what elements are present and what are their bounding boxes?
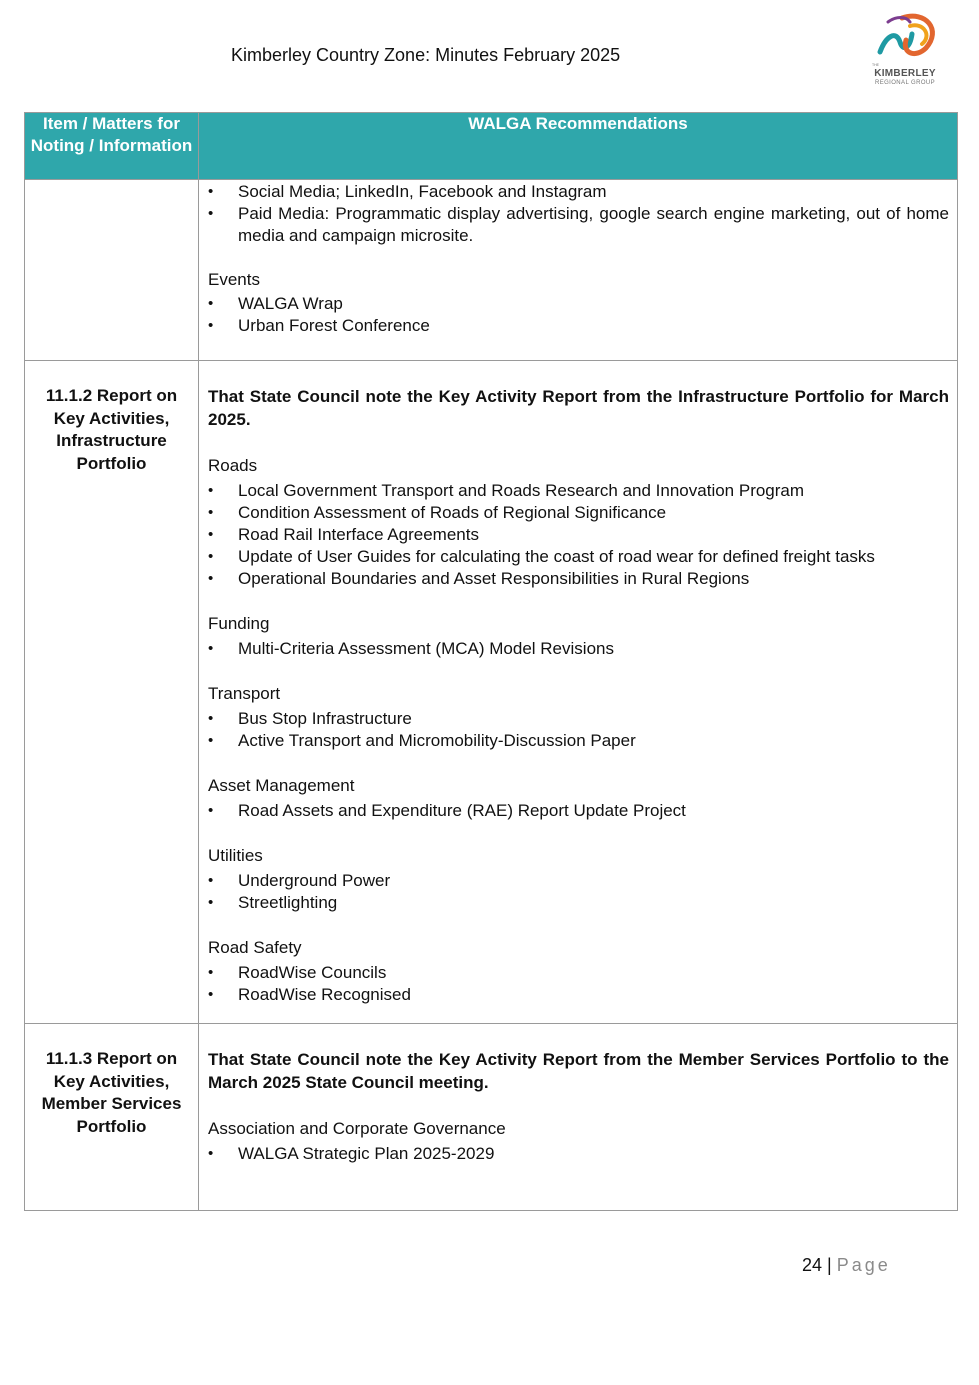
section-heading: Utilities bbox=[208, 846, 263, 865]
recommendations-table bbox=[24, 112, 958, 1211]
table-row bbox=[25, 1024, 958, 1211]
page-number-footer bbox=[802, 1255, 891, 1276]
document-header-title: Kimberley Country Zone: Minutes February 2025 bbox=[231, 45, 621, 65]
list-item: • Multi-Criteria Assessment (MCA) Model Revisions bbox=[208, 638, 949, 660]
list-item: • RoadWise Recognised bbox=[208, 984, 949, 1006]
recommendation-cell bbox=[199, 361, 958, 1024]
list-item: • Paid Media: Programmatic display advertising, google search engine marketing, out of home media and campaign microsite. bbox=[208, 203, 949, 247]
list-item: • Underground Power bbox=[208, 870, 949, 892]
recommendation-text: That State Council note the Key Activity Report from the Member Services Portfolio to the March 2025 State Council meeting. bbox=[208, 1050, 949, 1092]
item-cell-empty bbox=[25, 180, 199, 361]
recommendation-cell bbox=[199, 180, 958, 361]
list-item: • Social Media; LinkedIn, Facebook and Instagram bbox=[208, 181, 949, 203]
item-title: 11.1.2 Report on Key Activities, Infrastructure Portfolio bbox=[45, 386, 178, 473]
list-item: • Streetlighting bbox=[208, 892, 949, 914]
list-item: • WALGA Strategic Plan 2025-2029 bbox=[208, 1143, 949, 1165]
list-item: • Update of User Guides for calculating the coast of road wear for defined freight tasks bbox=[208, 546, 949, 568]
col-header-recommendations: WALGA Recommendations bbox=[199, 113, 958, 180]
list-item: • Operational Boundaries and Asset Responsibilities in Rural Regions bbox=[208, 568, 949, 590]
list-item: • Condition Assessment of Roads of Regional Significance bbox=[208, 502, 949, 524]
page-word: Page bbox=[836, 1255, 891, 1275]
section-heading: Asset Management bbox=[208, 776, 355, 795]
item-cell bbox=[25, 1024, 199, 1211]
logo-swirl-icon bbox=[866, 8, 944, 68]
list-item: • RoadWise Councils bbox=[208, 962, 949, 984]
list-item: • WALGA Wrap bbox=[208, 293, 949, 315]
list-item: • Local Government Transport and Roads Research and Innovation Program bbox=[208, 480, 949, 502]
table-row bbox=[25, 180, 958, 361]
logo-the-text: THE bbox=[872, 63, 879, 67]
page-number: 24 bbox=[802, 1255, 823, 1275]
logo-text-main: KIMBERLEY bbox=[874, 68, 936, 79]
section-heading: Transport bbox=[208, 684, 281, 703]
section-heading: Events bbox=[208, 270, 260, 289]
item-title: 11.1.3 Report on Key Activities, Member Services Portfolio bbox=[41, 1049, 182, 1136]
table-header-row bbox=[25, 113, 958, 180]
section-heading: Road Safety bbox=[208, 938, 302, 957]
section-heading: Association and Corporate Governance bbox=[208, 1119, 506, 1138]
list-item: • Urban Forest Conference bbox=[208, 315, 949, 337]
item-cell bbox=[25, 361, 199, 1024]
page-separator: | bbox=[827, 1255, 832, 1275]
section-heading: Roads bbox=[208, 456, 258, 475]
recommendation-text: That State Council note the Key Activity Report from the Infrastructure Portfolio for March 2025. bbox=[208, 387, 949, 429]
kimberley-regional-group-logo bbox=[866, 8, 944, 90]
logo-text-sub: REGIONAL GROUP bbox=[874, 80, 936, 86]
table-row bbox=[25, 361, 958, 1024]
section-heading: Funding bbox=[208, 614, 270, 633]
list-item: • Active Transport and Micromobility-Discussion Paper bbox=[208, 730, 949, 752]
col-header-item: Item / Matters for Noting / Information bbox=[25, 113, 199, 180]
list-item: • Road Assets and Expenditure (RAE) Report Update Project bbox=[208, 800, 949, 822]
recommendation-cell bbox=[199, 1024, 958, 1211]
list-item: • Bus Stop Infrastructure bbox=[208, 708, 949, 730]
list-item: • Road Rail Interface Agreements bbox=[208, 524, 949, 546]
